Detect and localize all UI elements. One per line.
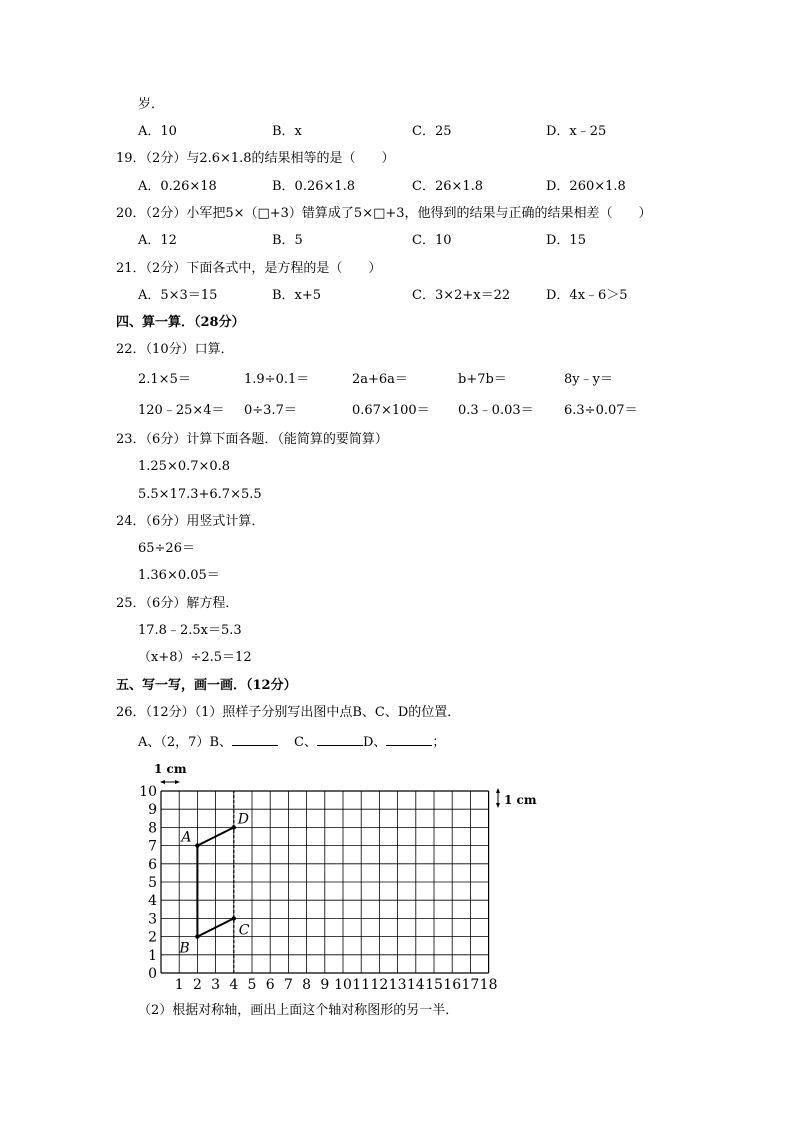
y-tick-label: 5 [148, 875, 157, 891]
q19-option-b: B．0.26×1.8 [272, 179, 356, 194]
q23-number: 23． [116, 432, 146, 447]
x-tick-label: 17 [461, 977, 480, 993]
point-d [232, 825, 236, 829]
q26-label-d: D、 [362, 735, 387, 750]
x-tick-label: 10 [334, 977, 352, 993]
x-tick-label: 4 [229, 977, 239, 993]
q26-label-c: C、 [294, 735, 317, 750]
q25-item-1: 17.8﹣2.5x＝5.3 [138, 623, 242, 638]
q26-end: ； [432, 735, 446, 750]
q23-stem: （6分）计算下面各题．（能简算的要简算） [145, 432, 388, 447]
q21-option-b: B．x+5 [272, 288, 322, 303]
y-tick-label: 7 [148, 838, 157, 855]
q22-row2-item-4: 0.3﹣0.03＝ [458, 403, 534, 418]
q18-option-b: B．x [272, 124, 302, 139]
q19-option-c: C．26×1.8 [412, 179, 484, 194]
point-label-a: A [181, 829, 192, 846]
x-tick-label: 6 [265, 977, 275, 993]
q18-option-d: D．x﹣25 [546, 124, 607, 139]
point-a [195, 843, 199, 847]
scale-arrow-right-top-head [496, 788, 500, 793]
x-tick-label: 5 [247, 977, 257, 993]
point-c [232, 916, 236, 920]
q26-part2: （2）根据对称轴，画出上面这个轴对称图形的另一半． [138, 1003, 459, 1018]
q18-option-c: C．25 [412, 124, 452, 139]
q22-row1-item-4: b+7b＝ [458, 372, 507, 387]
q23-item-1: 1.25×0.7×0.8 [138, 459, 231, 474]
x-tick-label: 2 [192, 977, 202, 993]
x-tick-label: 18 [479, 977, 498, 993]
q24-stem: （6分）用竖式计算． [145, 514, 265, 529]
scale-arrow-top-left-head [160, 780, 165, 784]
q22-row1-item-5: 8y﹣y＝ [564, 372, 613, 387]
q19-option-d: D．260×1.8 [546, 179, 626, 194]
q19-number: 19． [116, 151, 146, 166]
x-tick-label: 14 [406, 977, 425, 993]
q25-item-2: （x+8）÷2.5＝12 [138, 650, 252, 665]
x-tick-label: 15 [425, 977, 443, 993]
q21-number: 21． [116, 261, 146, 276]
q25-stem: （6分）解方程． [145, 596, 239, 611]
scale-label-right: 1 cm [504, 793, 537, 807]
q22-row2-item-2: 0÷3.7＝ [244, 403, 297, 418]
q20-option-b: B．5 [272, 233, 303, 248]
q20-option-a: A．12 [138, 233, 177, 248]
q22-row1-item-3: 2a+6a＝ [352, 372, 408, 387]
q22-row1-item-1: 2.1×5＝ [138, 372, 191, 387]
q26-number: 26． [116, 705, 146, 720]
q26-label-b: B、 [209, 735, 232, 750]
q20-option-d: D．15 [546, 233, 586, 248]
q21-option-a: A．5×3＝15 [138, 288, 218, 303]
y-tick-label: 4 [148, 893, 157, 910]
q20-number: 20． [116, 206, 146, 221]
y-tick-label: 8 [148, 820, 157, 837]
q22-row2-item-5: 6.3÷0.07＝ [564, 403, 638, 418]
q22-row2-item-3: 0.67×100＝ [352, 403, 430, 418]
q19-stem: （2分）与2.6×1.8的结果相等的是（ ） [145, 151, 395, 166]
q25-number: 25． [116, 596, 146, 611]
x-tick-label: 13 [388, 977, 407, 993]
q22-row2-item-1: 120﹣25×4＝ [138, 403, 225, 418]
q26-point-a: A、（2，7） [138, 735, 210, 750]
q23-item-2: 5.5×17.3+6.7×5.5 [138, 487, 262, 502]
section5-title: 五、写一写，画一画．（12分） [116, 678, 297, 693]
q21-stem: （2分）下面各式中，是方程的是（ ） [145, 261, 382, 276]
q19-option-a: A．0.26×18 [138, 179, 217, 194]
q24-item-1: 65÷26＝ [138, 541, 195, 556]
q22-row1-item-2: 1.9÷0.1＝ [244, 372, 310, 387]
x-tick-label: 7 [283, 977, 293, 993]
q20-option-c: C．10 [412, 233, 452, 248]
section4-title: 四、算一算．（28分） [116, 315, 245, 330]
point-label-d: D [237, 811, 250, 828]
x-tick-label: 3 [211, 977, 221, 993]
x-tick-label: 8 [302, 977, 312, 993]
q21-option-d: D．4x﹣6＞5 [546, 288, 628, 303]
header-fragment: 岁． [138, 97, 165, 112]
x-tick-label: 11 [352, 977, 371, 993]
q20-stem: （2分）小军把5×（□+3）错算成了5×□+3，他得到的结果与正确的结果相差（ ） [145, 206, 652, 221]
x-tick-label: 12 [370, 977, 389, 993]
point-b [195, 934, 199, 938]
y-tick-label: 2 [148, 929, 157, 946]
q24-item-2: 1.36×0.05＝ [138, 568, 220, 583]
y-tick-label: 0 [148, 966, 157, 982]
point-label-c: C [238, 922, 250, 939]
scale-arrow-top-right-head [175, 780, 180, 784]
y-tick-label: 1 [148, 947, 157, 964]
q22-number: 22． [116, 342, 146, 357]
y-tick-label: 3 [148, 911, 157, 928]
x-tick-label: 9 [320, 977, 330, 993]
x-tick-label: 16 [443, 977, 462, 993]
point-label-b: B [179, 940, 190, 957]
y-tick-label: 9 [148, 802, 157, 819]
scale-label-top: 1 cm [154, 762, 187, 776]
q21-option-c: C．3×2+x＝22 [412, 288, 511, 303]
y-tick-label: 10 [139, 784, 157, 800]
q22-stem: （10分）口算． [145, 342, 234, 357]
x-tick-label: 1 [174, 977, 184, 993]
q18-option-a: A．10 [138, 124, 177, 139]
q26-stem: （12分）（1）照样子分别写出图中点B、C、D的位置． [145, 705, 461, 720]
q24-number: 24． [116, 514, 146, 529]
y-tick-label: 6 [148, 856, 157, 873]
scale-arrow-right-bottom-head [496, 803, 500, 808]
